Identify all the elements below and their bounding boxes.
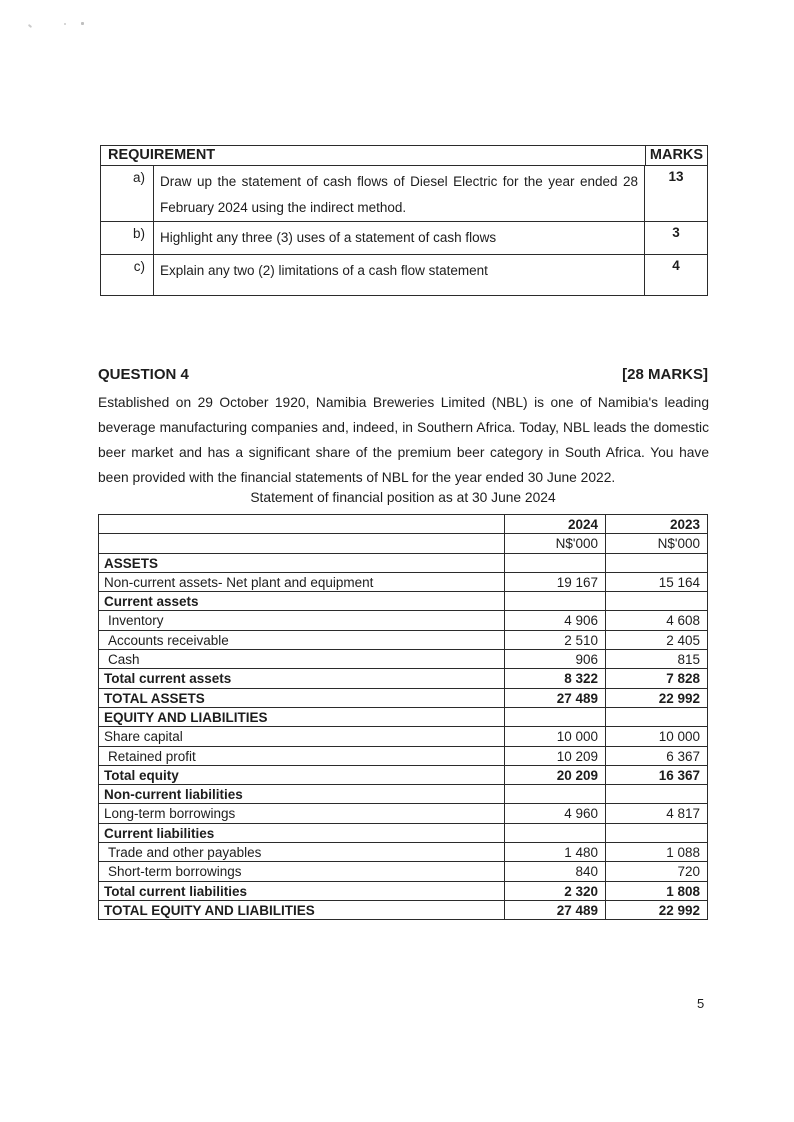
row-value-2023: 815: [677, 652, 700, 668]
row-label: Non-current assets- Net plant and equipment: [99, 573, 505, 591]
table-row: [99, 689, 707, 708]
row-value-2024: 27 489: [505, 901, 606, 919]
row-label: Inventory: [99, 611, 505, 629]
row-value-2023: 10 000: [658, 729, 700, 745]
table-row: [99, 843, 707, 862]
requirement-row-label: c): [133, 259, 145, 274]
row-value-2024: 19 167: [505, 573, 606, 591]
table-row: [99, 862, 707, 881]
requirement-table-header: [101, 146, 707, 166]
question-heading: [98, 366, 708, 383]
row-value-2023: [606, 824, 707, 842]
row-value-2024: 2 320: [505, 882, 606, 900]
table-row: [99, 785, 707, 804]
row-label: ASSETS: [99, 554, 505, 572]
row-label: Total current assets: [99, 669, 505, 687]
table-row: [99, 747, 707, 766]
row-value-2023: [606, 708, 707, 726]
unit-row: [99, 534, 707, 553]
row-label: Short-term borrowings: [99, 862, 505, 880]
requirement-row-text: Draw up the statement of cash flows of Diesel Electric for the year ended 28 February 2024 using the indirect method.: [153, 166, 645, 221]
table-row: [99, 611, 707, 630]
row-label: TOTAL EQUITY AND LIABILITIES: [99, 901, 505, 919]
empty-cell: [99, 515, 505, 533]
row-label: Trade and other payables: [99, 843, 505, 861]
row-value-2023: 1 088: [666, 845, 700, 861]
page-number: 5: [697, 996, 705, 1011]
table-row: [99, 650, 707, 669]
unit-label: N$'000: [505, 534, 606, 552]
requirement-row-c: [101, 255, 707, 295]
financial-position-table: [98, 514, 708, 920]
requirement-header-cell: REQUIREMENT: [108, 147, 216, 163]
row-value-2024: [505, 554, 606, 572]
table-row: [99, 766, 707, 785]
requirement-row-text: Highlight any three (3) uses of a statement of cash flows: [153, 222, 645, 254]
row-label: Long-term borrowings: [99, 804, 505, 822]
question-paragraph: Established on 29 October 1920, Namibia Breweries Limited (NBL) is one of Namibia's leading beverage manufacturing companies and, indeed, in Southern Africa. Today, NBL leads the domestic beer market and has a significant share of the premium beer category in South Africa. You have been provided with the financial statements of NBL for the year ended 30 June 2022.: [98, 395, 709, 485]
year-header-row: [99, 515, 707, 534]
table-row: [99, 824, 707, 843]
requirement-table: [100, 145, 708, 296]
row-value-2023: 4 817: [666, 806, 700, 822]
row-value-2024: [505, 592, 606, 610]
table-row: [99, 901, 707, 919]
table-row: [99, 669, 707, 688]
row-value-2023: 15 164: [658, 574, 700, 590]
row-label: Total current liabilities: [99, 882, 505, 900]
row-label: EQUITY AND LIABILITIES: [99, 708, 505, 726]
requirement-row-marks: 4: [672, 258, 680, 273]
row-value-2024: 4 906: [505, 611, 606, 629]
row-value-2023: 16 367: [658, 767, 700, 783]
requirement-row-label: b): [132, 226, 145, 241]
table-row: [99, 592, 707, 611]
table-row: [99, 804, 707, 823]
row-label: Current liabilities: [99, 824, 505, 842]
row-value-2023: 2 405: [666, 632, 700, 648]
row-value-2024: [505, 708, 606, 726]
year-2024-header: 2024: [505, 515, 606, 533]
requirement-row-b: [101, 222, 707, 255]
row-label: Accounts receivable: [99, 631, 505, 649]
marks-header-cell: MARKS: [645, 146, 707, 165]
scan-artifact: [64, 23, 66, 25]
row-label: Current assets: [99, 592, 505, 610]
question-title: QUESTION 4: [98, 366, 189, 383]
row-value-2024: 10 000: [505, 727, 606, 745]
row-value-2024: 10 209: [505, 747, 606, 765]
row-label: Total equity: [99, 766, 505, 784]
row-value-2024: 27 489: [505, 689, 606, 707]
financial-table-caption: Statement of financial position as at 30 June 2024: [250, 490, 556, 505]
row-label: Share capital: [99, 727, 505, 745]
table-row: [99, 727, 707, 746]
requirement-row-text: Explain any two (2) limitations of a cash flow statement: [153, 255, 645, 295]
table-row: [99, 554, 707, 573]
row-value-2024: 906: [505, 650, 606, 668]
question-total-marks: [28 MARKS]: [622, 366, 708, 383]
requirement-row-marks: 3: [672, 225, 680, 240]
row-label: Non-current liabilities: [99, 785, 505, 803]
row-value-2024: 1 480: [505, 843, 606, 861]
row-value-2024: 20 209: [505, 766, 606, 784]
row-value-2024: 840: [505, 862, 606, 880]
scan-artifact: [28, 24, 32, 28]
row-value-2024: [505, 785, 606, 803]
row-value-2023: 22 992: [658, 690, 700, 706]
row-value-2023: 1 808: [666, 883, 700, 899]
table-row: [99, 631, 707, 650]
row-label: Retained profit: [99, 747, 505, 765]
row-value-2023: 4 608: [666, 613, 700, 629]
empty-cell: [99, 534, 505, 552]
table-row: [99, 573, 707, 592]
row-value-2024: 2 510: [505, 631, 606, 649]
table-row: [99, 708, 707, 727]
requirement-row-a: [101, 166, 707, 222]
row-value-2023: [606, 554, 707, 572]
row-value-2023: 720: [677, 864, 700, 880]
scan-artifact: [81, 22, 84, 25]
row-value-2024: [505, 824, 606, 842]
requirement-row-marks: 13: [668, 169, 684, 184]
row-value-2023: 22 992: [658, 902, 700, 918]
row-value-2023: 6 367: [666, 748, 700, 764]
row-value-2024: 8 322: [505, 669, 606, 687]
row-value-2023: [606, 592, 707, 610]
year-2023-header: 2023: [669, 517, 700, 532]
row-label: Cash: [99, 650, 505, 668]
row-value-2024: 4 960: [505, 804, 606, 822]
row-label: TOTAL ASSETS: [99, 689, 505, 707]
table-row: [99, 882, 707, 901]
row-value-2023: 7 828: [666, 671, 700, 687]
row-value-2023: [606, 785, 707, 803]
unit-label: N$'000: [657, 536, 700, 552]
requirement-row-label: a): [132, 170, 145, 185]
